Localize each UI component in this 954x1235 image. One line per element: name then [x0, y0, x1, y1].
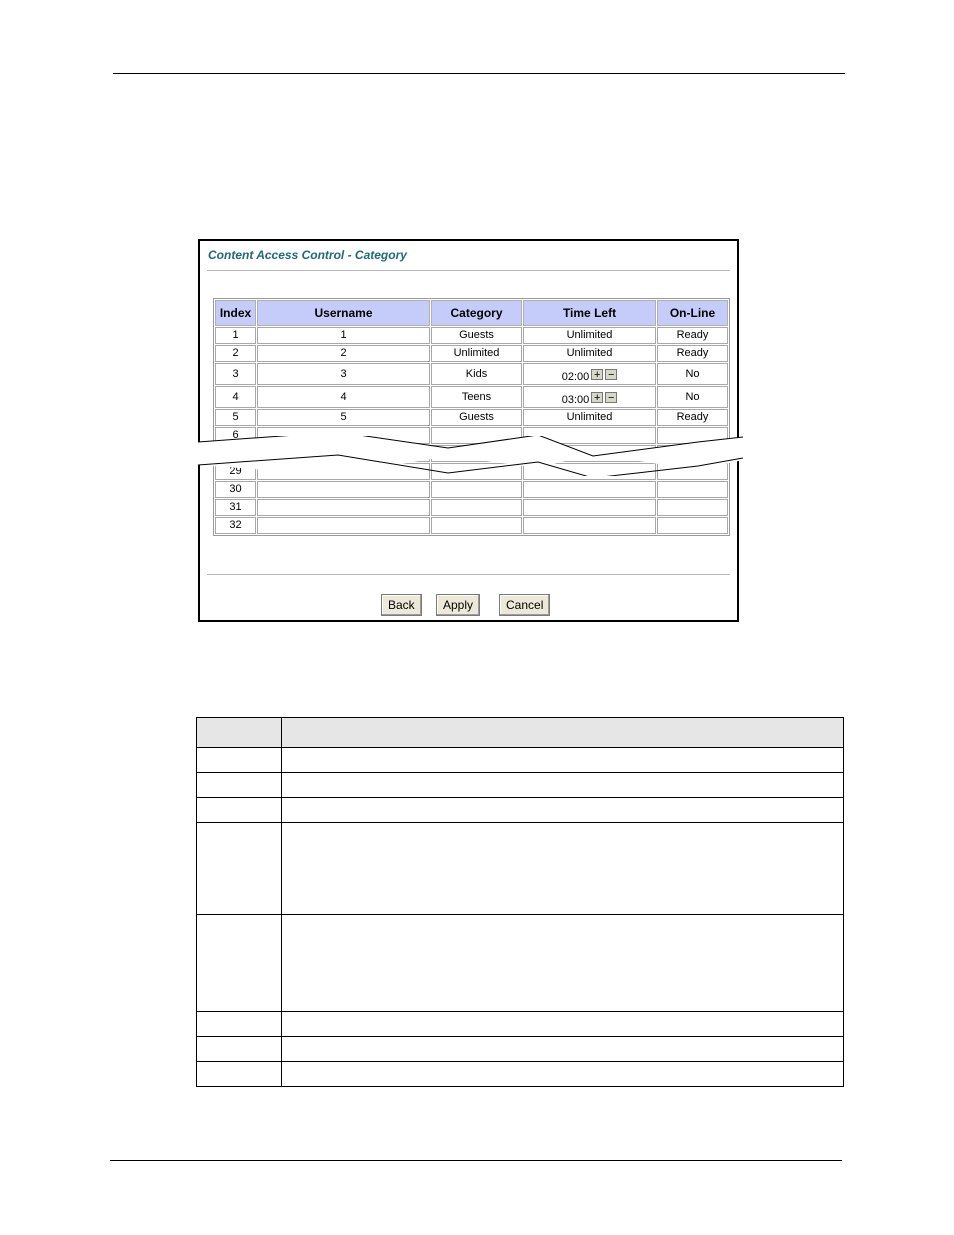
column-header-on-line: On-Line — [657, 300, 728, 326]
cell-on-line: Ready — [657, 409, 728, 426]
cell-on-line: Ready — [657, 345, 728, 362]
category-table — [213, 298, 730, 536]
back-button[interactable]: Back — [381, 594, 422, 616]
cell-time-left — [523, 481, 656, 498]
cell-category: Teens — [431, 386, 522, 408]
plus-button[interactable]: + — [591, 392, 603, 403]
cell-username — [257, 499, 430, 516]
table-row — [197, 748, 844, 773]
table-row — [215, 517, 728, 534]
cell-index: 6 — [215, 427, 256, 444]
cell-on-line — [657, 481, 728, 498]
table-row — [197, 798, 844, 823]
minus-button[interactable]: − — [605, 392, 617, 403]
table-row — [215, 345, 728, 362]
plus-button[interactable]: + — [591, 369, 603, 380]
column-header-username: Username — [257, 300, 430, 326]
table-row — [197, 823, 844, 915]
cell-time-left — [523, 386, 656, 408]
description-table-header — [197, 718, 844, 748]
cell-username — [257, 517, 430, 534]
field-description-table — [196, 717, 844, 1087]
cell-time-left: Unlimited — [523, 409, 656, 426]
cell-index: 3 — [215, 363, 256, 385]
cell-category: Guests — [431, 327, 522, 344]
table-row — [197, 1037, 844, 1062]
cell-index: 1 — [215, 327, 256, 344]
column-header-time-left: Time Left — [523, 300, 656, 326]
cell-index: 5 — [215, 409, 256, 426]
table-row — [215, 386, 728, 408]
cell-username: 5 — [257, 409, 430, 426]
cell-category — [431, 481, 522, 498]
cell-category — [431, 499, 522, 516]
time-left-value: 02:00 — [561, 371, 590, 383]
table-row — [215, 409, 728, 426]
time-left-stepper — [562, 387, 618, 407]
cell-index: 2 — [215, 345, 256, 362]
cell-time-left: Unlimited — [523, 327, 656, 344]
table-row — [215, 481, 728, 498]
column-header-category: Category — [431, 300, 522, 326]
cell-time-left — [523, 363, 656, 385]
cell-on-line: No — [657, 386, 728, 408]
cell-time-left — [523, 499, 656, 516]
cell-time-left: Unlimited — [523, 345, 656, 362]
table-row — [215, 327, 728, 344]
cell-on-line: No — [657, 363, 728, 385]
apply-button[interactable]: Apply — [436, 594, 480, 616]
time-left-value: 03:00 — [561, 394, 590, 406]
cell-username: 1 — [257, 327, 430, 344]
cell-index: 32 — [215, 517, 256, 534]
cell-username: 4 — [257, 386, 430, 408]
cell-index: 29 — [215, 463, 256, 480]
cell-on-line — [657, 499, 728, 516]
cell-category: Guests — [431, 409, 522, 426]
cell-on-line: Ready — [657, 327, 728, 344]
cell-on-line — [657, 517, 728, 534]
footer-divider — [207, 574, 730, 575]
column-header-index: Index — [215, 300, 256, 326]
table-break-graphic — [198, 436, 743, 476]
table-row — [197, 773, 844, 798]
page-title: Content Access Control - Category — [208, 248, 407, 262]
footer-rule — [110, 1160, 842, 1161]
time-left-stepper — [562, 364, 618, 384]
cell-username: 3 — [257, 363, 430, 385]
table-row — [197, 1062, 844, 1087]
table-row — [197, 1012, 844, 1037]
header-rule — [113, 73, 845, 74]
cell-username: 2 — [257, 345, 430, 362]
category-screen — [198, 239, 739, 622]
table-row — [215, 363, 728, 385]
title-divider — [207, 270, 730, 271]
table-row — [197, 915, 844, 1012]
cell-index: 30 — [215, 481, 256, 498]
cell-index: 31 — [215, 499, 256, 516]
cell-category: Kids — [431, 363, 522, 385]
cell-category: Unlimited — [431, 345, 522, 362]
minus-button[interactable]: − — [605, 369, 617, 380]
table-row — [215, 499, 728, 516]
cell-category — [431, 517, 522, 534]
cell-index: 4 — [215, 386, 256, 408]
cell-time-left — [523, 517, 656, 534]
cell-username — [257, 481, 430, 498]
cancel-button[interactable]: Cancel — [499, 594, 550, 616]
